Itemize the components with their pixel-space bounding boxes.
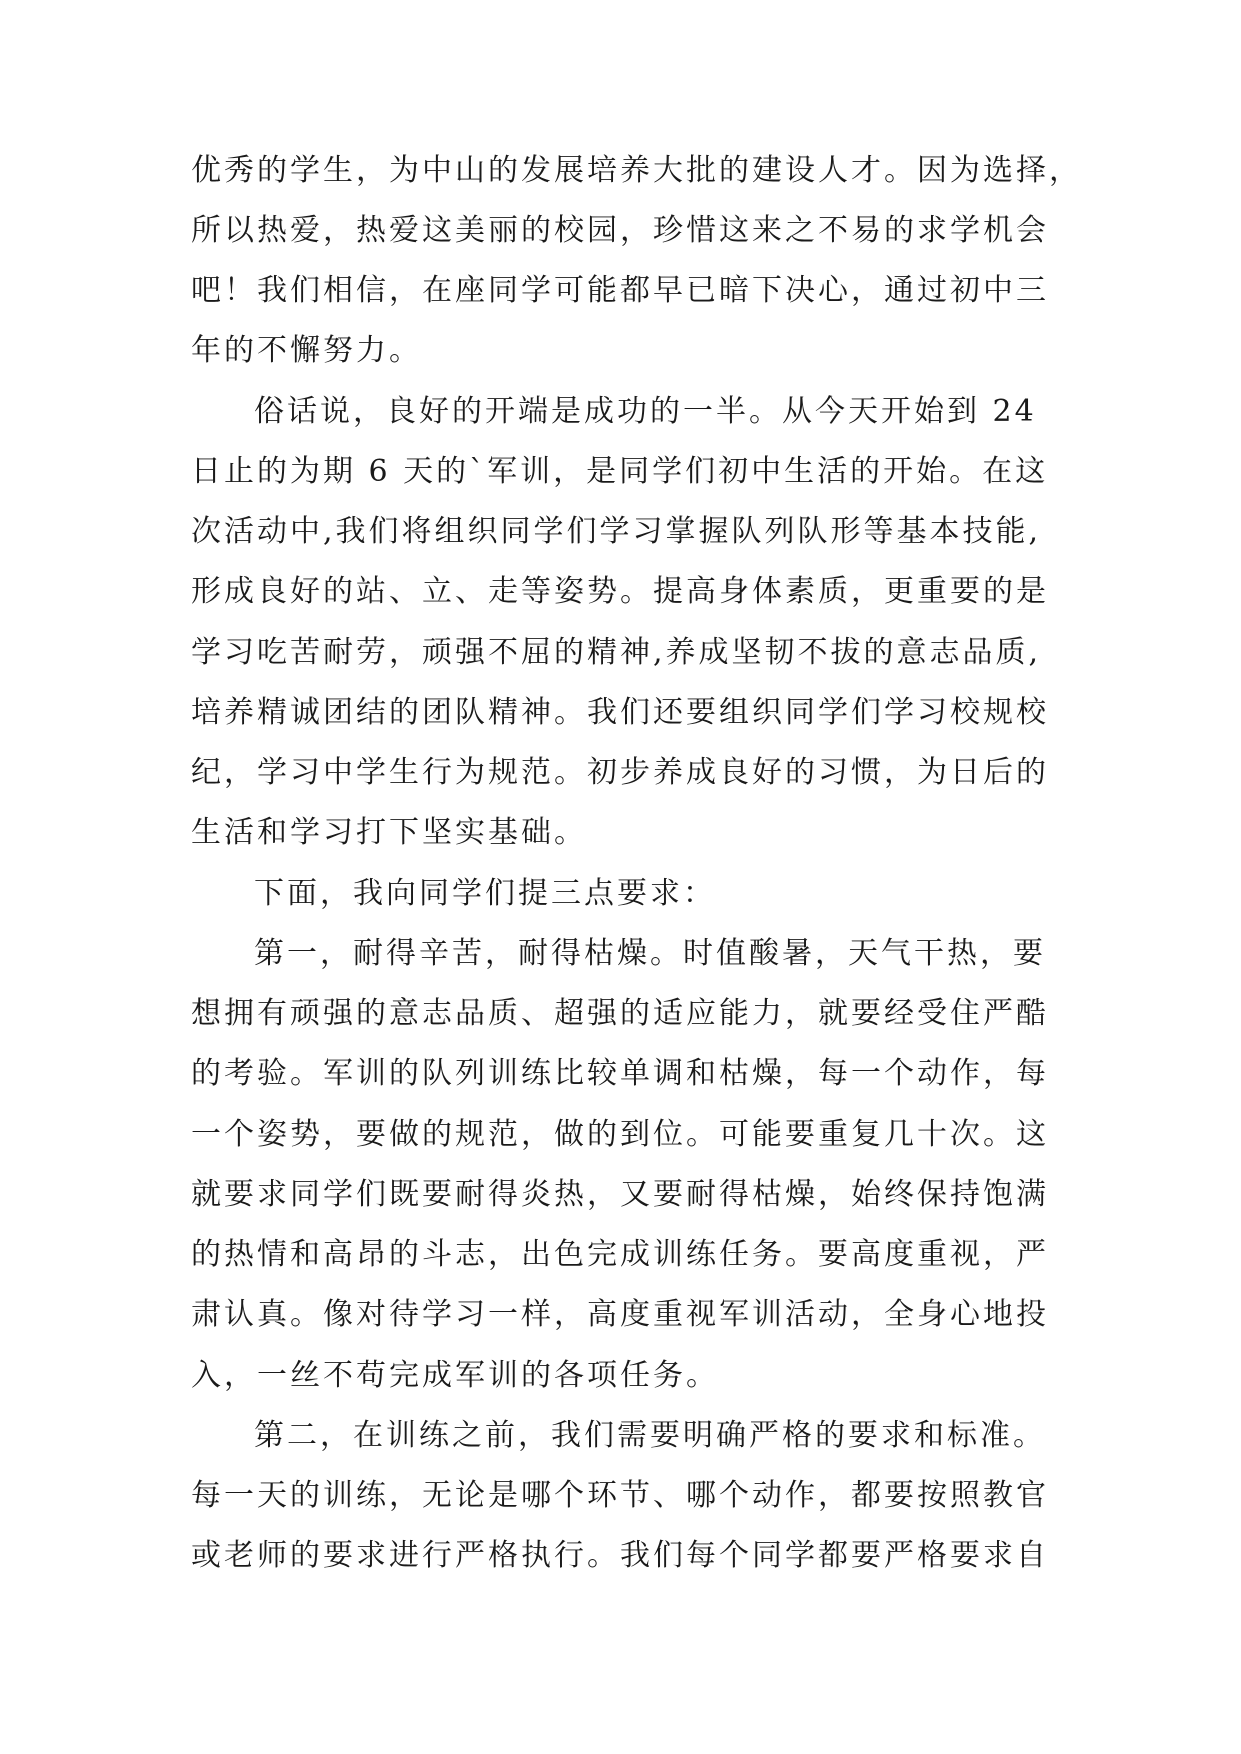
text-line: 培养精诚团结的团队精神。我们还要组织同学们学习校规校 (191, 695, 1049, 730)
text-line: 或老师的要求进行严格执行。我们每个同学都要严格要求自 (191, 1538, 1049, 1573)
paragraph-start-line: 第一，耐得辛苦，耐得枯燥。时值酸暑，天气干热，要 (254, 936, 1046, 971)
text-line: 肃认真。像对待学习一样，高度重视军训活动，全身心地投 (191, 1297, 1049, 1332)
text-line: 生活和学习打下坚实基础。 (191, 815, 587, 850)
text-line: 吧！我们相信，在座同学可能都早已暗下决心，通过初中三 (191, 273, 1049, 308)
text-line: 学习吃苦耐劳，顽强不屈的精神,养成坚韧不拔的意志品质, (191, 635, 1042, 670)
paragraph-start-line: 第二，在训练之前，我们需要明确严格的要求和标准。 (254, 1418, 1046, 1453)
text-line: 年的不懈努力。 (191, 333, 422, 368)
paragraph-start-line: 俗话说，良好的开端是成功的一半。从今天开始到 24 (254, 394, 1037, 429)
text-line: 形成良好的站、立、走等姿势。提高身体素质，更重要的是 (191, 574, 1049, 609)
text-line: 纪，学习中学生行为规范。初步养成良好的习惯，为日后的 (191, 755, 1049, 790)
text-line: 入，一丝不苟完成军训的各项任务。 (191, 1358, 719, 1393)
text-line: 一个姿势，要做的规范，做的到位。可能要重复几十次。这 (191, 1117, 1049, 1152)
text-line: 所以热爱，热爱这美丽的校园，珍惜这来之不易的求学机会 (191, 213, 1049, 248)
text-line: 的热情和高昂的斗志，出色完成训练任务。要高度重视，严 (191, 1237, 1049, 1272)
text-line: 日止的为期 6 天的`军训，是同学们初中生活的开始。在这 (191, 454, 1049, 489)
text-line: 次活动中,我们将组织同学们学习掌握队列队形等基本技能, (191, 514, 1042, 549)
paragraph-start-line: 下面，我向同学们提三点要求： (254, 876, 716, 911)
text-line: 想拥有顽强的意志品质、超强的适应能力，就要经受住严酷 (191, 996, 1049, 1031)
text-line: 每一天的训练，无论是哪个环节、哪个动作，都要按照教官 (191, 1478, 1049, 1513)
text-line: 的考验。军训的队列训练比较单调和枯燥，每一个动作，每 (191, 1056, 1049, 1091)
text-line: 就要求同学们既要耐得炎热，又要耐得枯燥，始终保持饱满 (191, 1177, 1049, 1212)
text-line: 优秀的学生，为中山的发展培养大批的建设人才。因为选择， (191, 153, 1082, 188)
